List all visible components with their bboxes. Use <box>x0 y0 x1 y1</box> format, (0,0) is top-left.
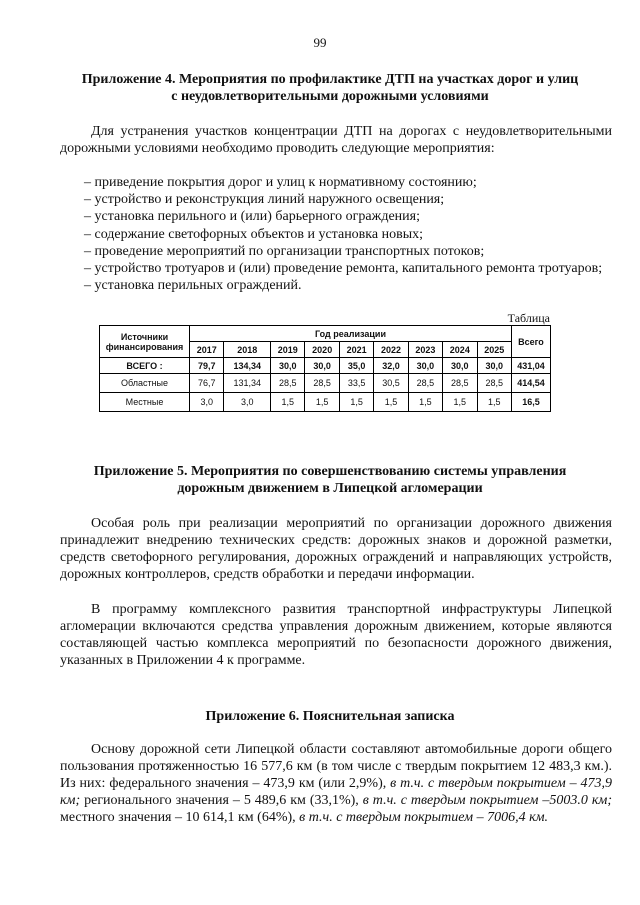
year-cell: 2022 <box>374 342 408 358</box>
table-cell: 131,34 <box>224 374 271 393</box>
table-caption: Таблица <box>507 311 550 325</box>
table-cell: 30,0 <box>271 358 305 374</box>
year-cell: 2021 <box>339 342 373 358</box>
list-item: – проведение мероприятий по организации транспортных потоков; <box>84 243 485 259</box>
table-cell: 28,5 <box>271 374 305 393</box>
page-number: 99 <box>313 35 327 50</box>
year-cell: 2020 <box>305 342 339 358</box>
text-run: Основу дорожной сети Липецкой области составляют автомобильные дороги общего пользования протяженностью 16 577,6 км (в том числе с твердым покрытием 12 483,3 км.). Из них: федерального значения – 473,9 км (или 2,9%), <box>60 742 612 791</box>
text-run: местного значения – 10 614,1 км (64%), <box>60 810 300 825</box>
table-cell: 30,0 <box>305 358 339 374</box>
financing-table <box>99 325 551 412</box>
row-total: 16,5 <box>512 393 551 412</box>
table-cell: 79,7 <box>190 358 224 374</box>
appendix4-title <box>60 71 600 105</box>
table-cell: 30,0 <box>408 358 442 374</box>
appendix5-title-line1: Приложение 5. Мероприятия по совершенствованию системы управления <box>93 464 567 479</box>
appendix5-title-line2: дорожным движением в Липецкой агломерации <box>177 481 483 496</box>
table-cell: 28,5 <box>477 374 511 393</box>
table-cell: 1,5 <box>305 393 339 412</box>
table-cell: 1,5 <box>339 393 373 412</box>
row-label: Областные <box>100 374 190 393</box>
appendix5-paragraph-1: Особая роль при реализации мероприятий по организации дорожного движения принадлежит внедрению технических средств: дорожных знаков и дорожной разметки, средств светофорного регулирования, дорожных ограждений и направляющих устройств, дорожных контроллеров, средств обработки и передачи информации. <box>60 516 612 582</box>
table-cell: 28,5 <box>305 374 339 393</box>
appendix5-paragraph-2: В программу комплексного развития транспортной инфраструктуры Липецкой агломерации включаются средства управления дорожным движением, которые являются составляющей частью комплекса мероприятий по безопасности дорожного движения, указанных в Приложении 4 к программе. <box>60 602 612 668</box>
table-cell: 30,0 <box>477 358 511 374</box>
list-item: – установка перильных ограждений. <box>84 278 302 294</box>
text-run: регионального значения – 5 489,6 км (33,1%), <box>80 793 363 808</box>
table-cell: 1,5 <box>271 393 305 412</box>
table-cell: 35,0 <box>339 358 373 374</box>
list-item: – приведение покрытия дорог и улиц к нормативному состоянию; <box>84 175 477 190</box>
appendix6-paragraph <box>60 741 612 826</box>
table-cell: 1,5 <box>477 393 511 412</box>
table-row <box>100 393 551 412</box>
appendix4-title-line1: Приложение 4. Мероприятия по профилактике ДТП на участках дорог и улиц <box>81 72 579 87</box>
row-total: 431,04 <box>512 358 551 374</box>
table-cell: 30,5 <box>374 374 408 393</box>
year-cell: 2025 <box>477 342 511 358</box>
table-cell: 76,7 <box>190 374 224 393</box>
table-header-row <box>100 326 551 342</box>
year-cell: 2024 <box>443 342 477 358</box>
list-item: – содержание светофорных объектов и установка новых; <box>84 226 423 242</box>
table-cell: 32,0 <box>374 358 408 374</box>
text-run-italic: в т.ч. с твердым покрытием – 473,9 км; <box>60 776 612 808</box>
list-item: – устройство тротуаров и (или) проведение ремонта, капитального ремонта тротуаров; <box>84 261 603 277</box>
appendix6-title: Приложение 6. Пояснительная записка <box>205 709 455 724</box>
table-cell: 3,0 <box>224 393 271 412</box>
row-total: 414,54 <box>512 374 551 393</box>
table-cell: 28,5 <box>408 374 442 393</box>
appendix4-measures-list <box>60 174 612 294</box>
row-label: ВСЕГО : <box>100 358 190 374</box>
year-cell: 2017 <box>190 342 224 358</box>
appendix4-title-line2: с неудовлетворительными дорожными условиями <box>171 89 489 104</box>
table-cell: 33,5 <box>339 374 373 393</box>
text-run-italic: в т.ч. с твердым покрытием –5003.0 км; <box>362 793 612 808</box>
total-header: Всего <box>512 326 551 358</box>
appendix4-intro: Для устранения участков концентрации ДТП на дорогах с неудовлетворительными дорожными условиями необходимо проводить следующие мероприятия: <box>60 124 612 156</box>
source-header: Источники финансирования <box>100 326 190 358</box>
year-cell: 2023 <box>408 342 442 358</box>
list-item: – установка перильного и (или) барьерного ограждения; <box>84 209 420 225</box>
table-cell: 1,5 <box>374 393 408 412</box>
table-row <box>100 374 551 393</box>
table-cell: 1,5 <box>443 393 477 412</box>
table-cell: 28,5 <box>443 374 477 393</box>
year-header: Год реализации <box>190 326 512 342</box>
list-item: – устройство и реконструкция линий наружного освещения; <box>84 192 445 208</box>
table-cell: 3,0 <box>190 393 224 412</box>
table-cell: 1,5 <box>408 393 442 412</box>
row-label: Местные <box>100 393 190 412</box>
year-cell: 2018 <box>224 342 271 358</box>
appendix5-title <box>60 463 600 497</box>
text-run-italic: в т.ч. с твердым покрытием – 7006,4 км. <box>299 810 549 825</box>
table-row <box>100 358 551 374</box>
table-cell: 30,0 <box>443 358 477 374</box>
table-cell: 134,34 <box>224 358 271 374</box>
year-cell: 2019 <box>271 342 305 358</box>
